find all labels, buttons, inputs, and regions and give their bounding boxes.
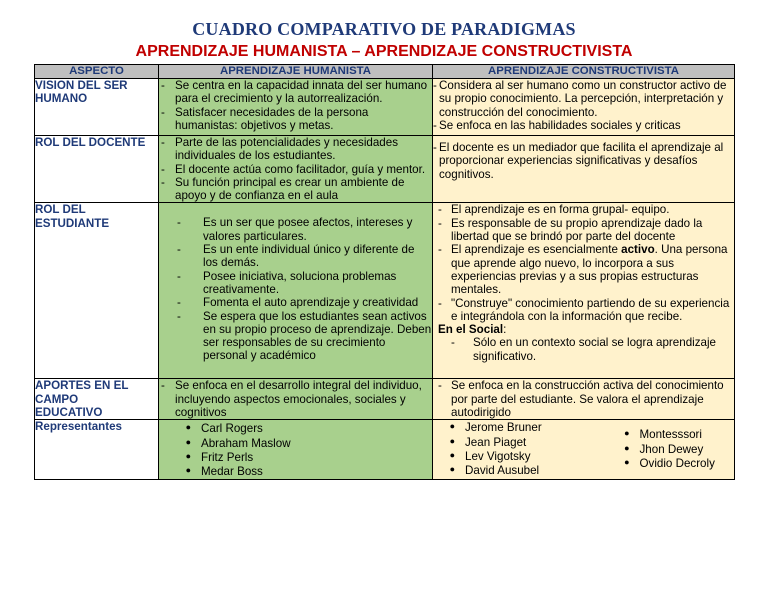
humanist-estudiante: - Es un ser que posee afectos, intereses y valores particulares. - Es un ente individual único y diferente de los demás. - Posee iniciativa, soluciona problemas creativamente. - Fomenta el auto aprendizaje y creatividad - Se espera que los estudiantes sean activos en su propio proceso de aprendizaje. Deben ser responsables de su crecimiento personal y académico xyxy=(159,203,433,379)
representative-name: Jerome Bruner xyxy=(465,421,542,435)
constructivist-estudiante-item: "Construye" conocimiento partiendo de su experiencia e integrándola con la información que recibe. xyxy=(451,296,730,323)
humanist-vision-item: Se centra en la capacidad innata del ser humano para el crecimiento y la autorrealización. xyxy=(175,79,428,106)
document-title: CUADRO COMPARATIVO DE PARADIGMAS xyxy=(192,19,576,39)
representative-name: Carl Rogers xyxy=(201,422,263,436)
humanist-docente-item: El docente actúa como facilitador, guía y mentor. xyxy=(175,162,426,176)
constructivist-aportes-item: Se enfoca en la construcción activa del conocimiento por parte del estudiante. Se valora el aprendizaje autodirigido xyxy=(451,379,724,420)
constructivist-representantes xyxy=(433,420,735,479)
row-aportes xyxy=(35,379,735,420)
representative-name: David Ausubel xyxy=(465,464,540,478)
representative-name: Montesssori xyxy=(639,428,702,442)
representative-name: Jean Piaget xyxy=(465,435,527,449)
representatives-column-b xyxy=(584,420,735,477)
aspect-docente: ROL DEL DOCENTE xyxy=(35,136,159,203)
constructivist-vision-item: Se enfoca en las habilidades sociales y criticas xyxy=(439,118,681,132)
bullet-icon: ● xyxy=(185,436,191,447)
emphasis-activo: activo xyxy=(621,243,655,257)
comparison-table xyxy=(34,64,735,480)
constructivist-aportes: - Se enfoca en la construcción activa del conocimiento por parte del estudiante. Se valora el aprendizaje autodirigido xyxy=(433,379,735,420)
header-aspect: ASPECTO xyxy=(35,65,159,79)
aspect-representantes: Representantes xyxy=(35,420,159,479)
bullet-icon: ● xyxy=(449,464,455,475)
constructivist-estudiante-item: El aprendizaje es esencialmente activo. Una persona que aprende algo nuevo, lo incorpora a sus experiencias previas y a sus propias estructuras mentales. xyxy=(451,243,728,297)
document-subtitle: APRENDIZAJE HUMANISTA – APRENDIZAJE CONSTRUCTIVISTA xyxy=(135,43,633,60)
representative-name: Medar Boss xyxy=(201,465,263,479)
social-text: Sólo en un contexto social se logra aprendizaje significativo. xyxy=(473,336,716,363)
humanist-estudiante-item: Posee iniciativa, soluciona problemas creativamente. xyxy=(203,269,397,296)
bullet-icon: ● xyxy=(449,421,455,432)
constructivist-estudiante-item: Es responsable de su propio aprendizaje dado la libertad que se brindó por parte del docente xyxy=(451,216,703,244)
constructivist-estudiante: - El aprendizaje es en forma grupal- equipo. - Es responsable de su propio aprendizaje dado la libertad que se brindó por parte del docente - El aprendizaje es esencialmente activo. Una persona que aprende algo nuevo, lo incorpora a sus experiencias previas y a sus propias estructuras mentales. - "Construye" conocimiento partiendo de su experiencia e integrándola con la información que recibe. En el Social: - Sólo en un contexto social se logra aprendizaje significativo. xyxy=(433,203,735,379)
representative-name: Lev Vigotsky xyxy=(465,450,531,464)
humanist-aportes: - Se enfoca en el desarrollo integral del individuo, incluyendo aspectos emocionales, sociales y cognitivos xyxy=(159,379,433,420)
aspect-estudiante: ROL DEL ESTUDIANTE xyxy=(35,203,159,379)
bullet-icon: ● xyxy=(185,422,191,433)
humanist-vision-item: Satisfacer necesidades de la persona humanistas: objetivos y metas. xyxy=(175,105,369,132)
social-heading: En el Social: xyxy=(438,323,507,337)
row-docente xyxy=(35,136,735,203)
header-row xyxy=(35,65,735,79)
bullet-icon: ● xyxy=(449,435,455,446)
humanist-representantes xyxy=(159,420,433,479)
representatives-column-a xyxy=(433,420,584,477)
aspect-vision: VISION DEL SER HUMANO xyxy=(35,79,159,136)
constructivist-estudiante-item: El aprendizaje es en forma grupal- equipo. xyxy=(451,203,670,217)
aspect-aportes: APORTES EN EL CAMPO EDUCATIVO xyxy=(35,379,159,420)
humanist-estudiante-item: Es un ser que posee afectos, intereses y valores particulares. xyxy=(203,216,413,243)
bullet-icon: ● xyxy=(624,428,630,439)
humanist-estudiante-item: Se espera que los estudiantes sean activos en su propio proceso de aprendizaje. Deben ser responsables de su crecimiento personal y académico xyxy=(203,309,432,363)
constructivist-docente-item: El docente es un mediador que facilita el aprendizaje al proporcionar experiencias significativas y desafíos cognitivos. xyxy=(439,141,724,181)
constructivist-vision: - Considera al ser humano como un constructor activo de su propio conocimiento. La percepción, interpretación y construcción del conocimiento. - Se enfoca en las habilidades sociales y criticas xyxy=(433,79,735,136)
humanist-vision: - Se centra en la capacidad innata del ser humano para el crecimiento y la autorrealización. - Satisfacer necesidades de la persona humanistas: objetivos y metas. xyxy=(159,79,433,136)
row-vision xyxy=(35,79,735,136)
row-representantes xyxy=(35,420,735,479)
humanist-docente-item: Su función principal es crear un ambiente de apoyo y de confianza en el aula xyxy=(175,175,405,203)
bullet-icon: ● xyxy=(449,450,455,461)
bullet-icon: ● xyxy=(185,465,191,476)
header-constructivist: APRENDIZAJE CONSTRUCTIVISTA xyxy=(433,65,735,79)
header-humanist: APRENDIZAJE HUMANISTA xyxy=(159,65,433,79)
constructivist-docente: - El docente es un mediador que facilita el aprendizaje al proporcionar experiencias significativas y desafíos cognitivos. xyxy=(433,136,735,203)
bullet-icon: ● xyxy=(185,451,191,462)
humanist-aportes-item: Se enfoca en el desarrollo integral del individuo, incluyendo aspectos emocionales, sociales y cognitivos xyxy=(175,379,422,420)
representative-name: Ovidio Decroly xyxy=(639,457,715,471)
humanist-estudiante-item: Fomenta el auto aprendizaje y creatividad xyxy=(203,296,419,310)
representative-name: Abraham Maslow xyxy=(201,436,291,450)
humanist-docente-item: Parte de las potencialidades y necesidades individuales de los estudiantes. xyxy=(175,136,399,163)
bullet-icon: ● xyxy=(624,457,630,468)
humanist-docente: - Parte de las potencialidades y necesidades individuales de los estudiantes. - El docente actúa como facilitador, guía y mentor. - Su función principal es crear un ambiente de apoyo y de confianza en el aula xyxy=(159,136,433,203)
representative-name: Fritz Perls xyxy=(201,451,254,465)
humanist-estudiante-item: Es un ente individual único y diferente de los demás. xyxy=(203,243,415,270)
row-estudiante xyxy=(35,203,735,379)
constructivist-vision-item: Considera al ser humano como un constructor activo de su propio conocimiento. La percepción, interpretación y construcción del conocimiento. xyxy=(439,79,727,119)
representative-name: Jhon Dewey xyxy=(639,442,704,456)
bullet-icon: ● xyxy=(624,442,630,453)
